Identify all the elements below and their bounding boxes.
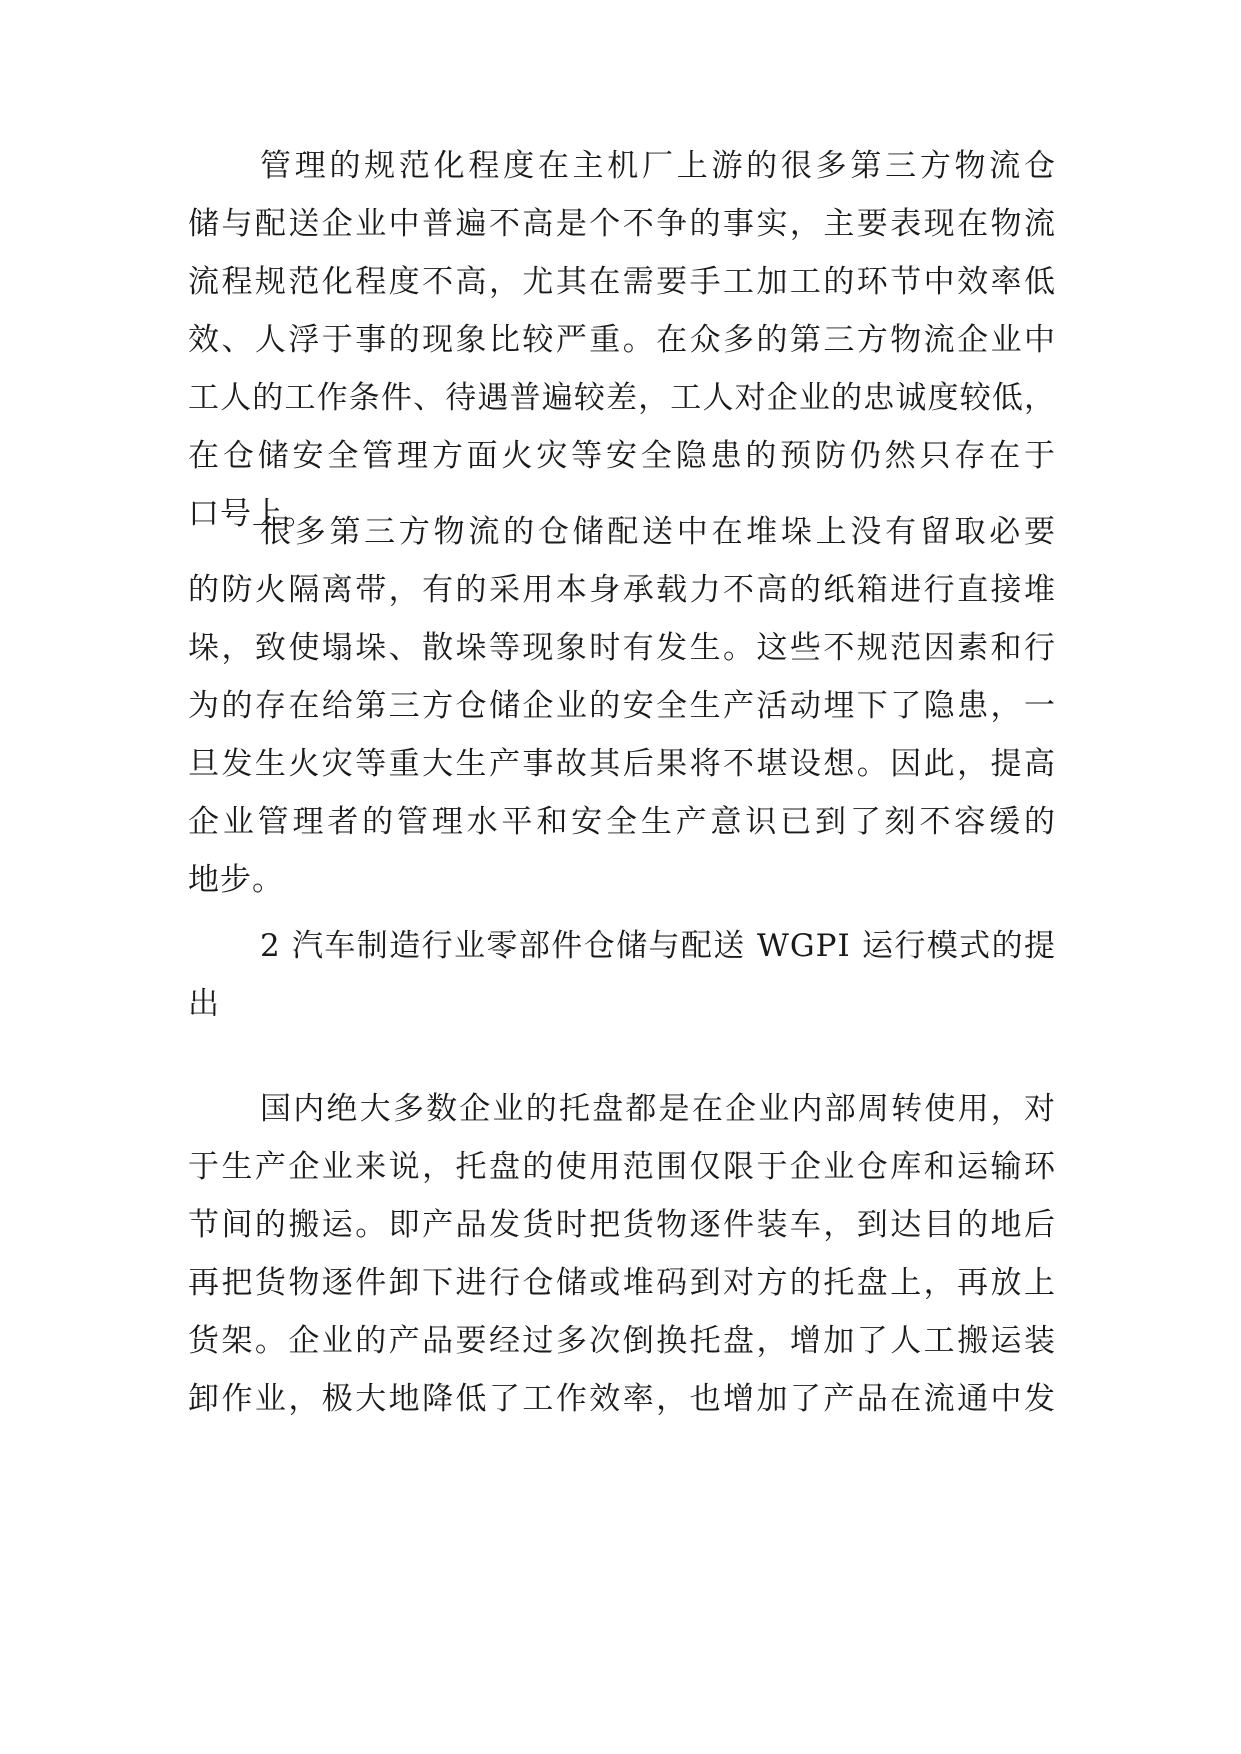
text-line: 旦发生火灾等重大生产事故其后果将不堪设想。因此，提高 xyxy=(188,746,1056,782)
text-line: 效、人浮于事的现象比较严重。在众多的第三方物流企业中 xyxy=(188,322,1056,358)
text-line: 企业管理者的管理水平和安全生产意识已到了刻不容缓的 xyxy=(188,804,1056,840)
text-line: 国内绝大多数企业的托盘都是在企业内部周转使用，对 xyxy=(260,1091,1056,1127)
section-heading xyxy=(188,917,1056,1033)
text-line: 货架。企业的产品要经过多次倒换托盘，增加了人工搬运装 xyxy=(188,1323,1056,1359)
text-line: 地步。 xyxy=(188,862,284,898)
paragraph-management-standardization xyxy=(188,137,1056,543)
paragraph-fire-safety xyxy=(188,503,1056,909)
heading-line: 2 汽车制造行业零部件仓储与配送 WGPI 运行模式的提 xyxy=(260,928,1056,964)
heading-line: 出 xyxy=(188,986,220,1022)
text-line: 节间的搬运。即产品发货时把货物逐件装车，到达目的地后 xyxy=(188,1207,1056,1243)
text-line: 储与配送企业中普遍不高是个不争的事实，主要表现在物流 xyxy=(188,206,1056,242)
text-line: 流程规范化程度不高，尤其在需要手工加工的环节中效率低 xyxy=(188,264,1056,300)
text-line: 在仓储安全管理方面火灾等安全隐患的预防仍然只存在于 xyxy=(188,438,1056,474)
text-line: 再把货物逐件卸下进行仓储或堆码到对方的托盘上，再放上 xyxy=(188,1265,1056,1301)
text-line: 为的存在给第三方仓储企业的安全生产活动埋下了隐患，一 xyxy=(188,688,1056,724)
text-line: 于生产企业来说，托盘的使用范围仅限于企业仓库和运输环 xyxy=(188,1149,1056,1185)
text-line: 的防火隔离带，有的采用本身承载力不高的纸箱进行直接堆 xyxy=(188,572,1056,608)
text-line: 卸作业，极大地降低了工作效率，也增加了产品在流通中发 xyxy=(188,1381,1056,1417)
paragraph-pallet-usage xyxy=(188,1080,1056,1428)
text-line: 口号上。 xyxy=(188,496,316,532)
text-line: 很多第三方物流的仓储配送中在堆垛上没有留取必要 xyxy=(260,514,1056,550)
text-line: 工人的工作条件、待遇普遍较差，工人对企业的忠诚度较低， xyxy=(188,380,1056,416)
text-line: 管理的规范化程度在主机厂上游的很多第三方物流仓 xyxy=(260,148,1056,184)
text-line: 垛，致使塌垛、散垛等现象时有发生。这些不规范因素和行 xyxy=(188,630,1056,666)
